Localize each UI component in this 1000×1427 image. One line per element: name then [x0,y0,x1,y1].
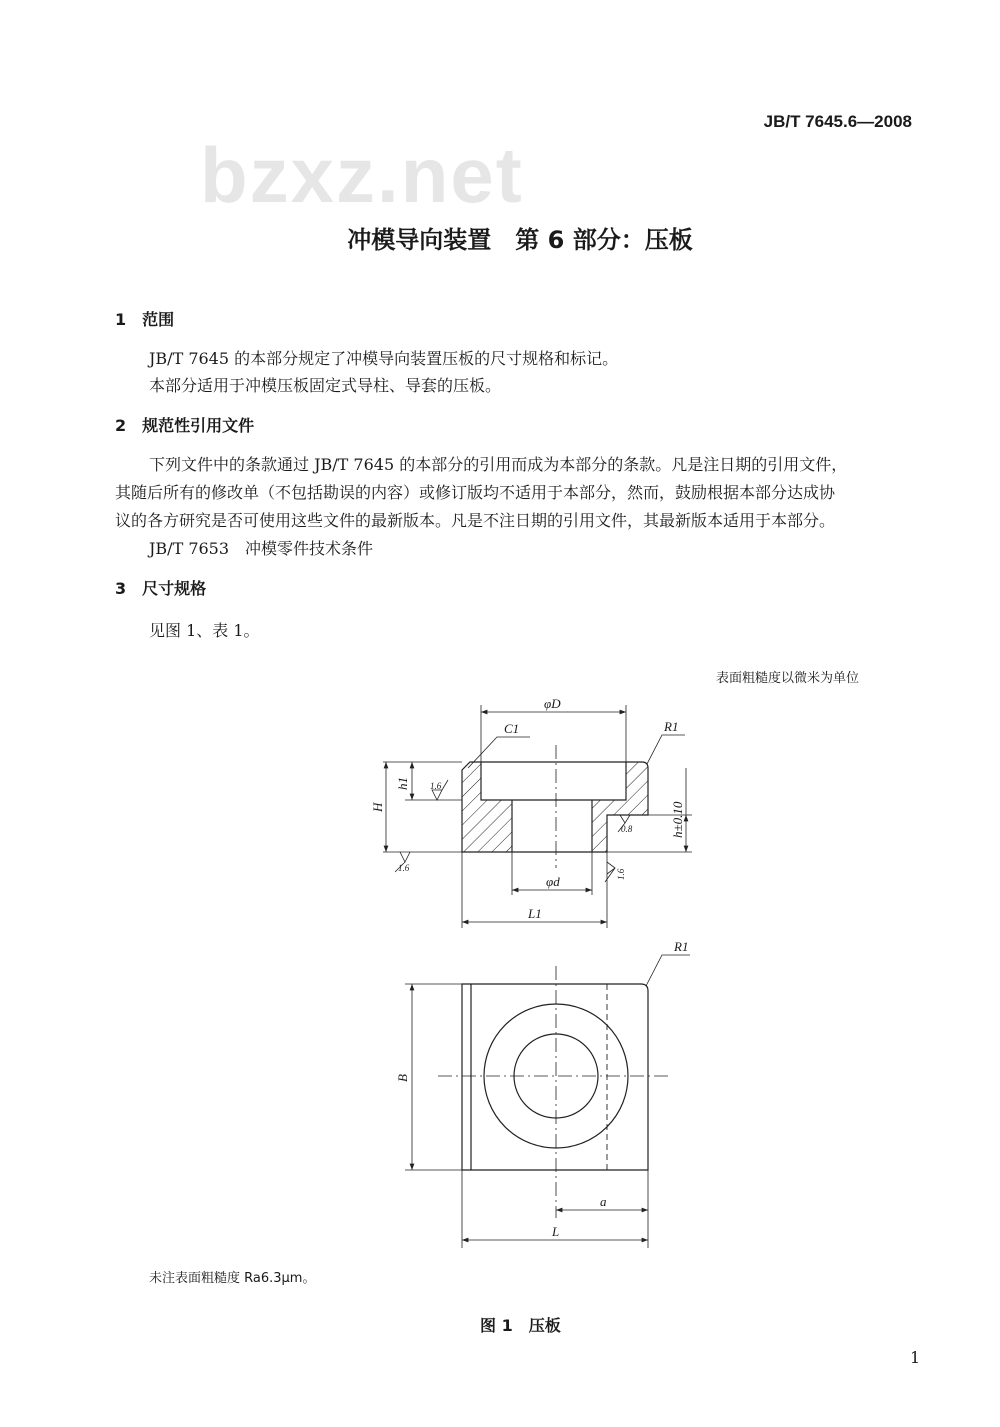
plan-outline [462,984,648,1170]
section-heading-references: 2 规范性引用文件 [115,416,255,435]
dim-phiD: φD [544,696,561,711]
figure-caption: 图 1 压板 [480,1316,561,1335]
unmarked-roughness-note: 未注表面粗糙度 Ra6.3μm。 [149,1271,316,1286]
paragraph: 见图 1、表 1。 [149,621,260,640]
dim-h: h±0.10 [670,801,685,838]
section-heading-dimensions: 3 尺寸规格 [115,579,207,598]
dim-L1: L1 [528,906,542,921]
paragraph: 本部分适用于冲模压板固定式导柱、导套的压板。 [149,376,502,395]
roughness-value: 0.8 [621,824,633,834]
dim-phid: φd [546,874,560,889]
label-C1: C1 [504,721,520,736]
reference-item: JB/T 7653 冲模零件技术条件 [149,539,374,558]
paragraph: 议的各方研究是否可使用这些文件的最新版本。凡是不注日期的引用文件，其最新版本适用于本部分。 [115,511,836,530]
page-title: 冲模导向装置 第 6 部分：压板 [347,226,693,254]
section-hatched-body [462,762,648,852]
roughness-value: 1.6 [430,781,442,791]
dim-L: L [552,1224,560,1239]
roughness-value: 1.6 [616,868,626,880]
paragraph: 其随后所有的修改单（不包括勘误的内容）或修订版均不适用于本部分，然而，鼓励根据本部分达成协 [115,483,836,502]
standard-number: JB/T 7645.6—2008 [763,112,912,131]
dim-B: B [395,1074,410,1082]
dim-a: a [600,1194,607,1209]
section-heading-scope: 1 范围 [115,310,175,329]
watermark: bzxz.net [200,131,524,219]
roughness-unit-note: 表面粗糙度以微米为单位 [716,671,860,686]
dim-h1: h1 [395,777,410,790]
dim-H: H [370,802,385,812]
label-R1-plan: R1 [674,939,689,954]
paragraph: JB/T 7645 的本部分规定了冲模导向装置压板的尺寸规格和标记。 [149,349,619,368]
label-R1: R1 [664,719,679,734]
roughness-value: 1.6 [398,863,410,873]
page-number: 1 [910,1348,921,1367]
paragraph: 下列文件中的条款通过 JB/T 7645 的本部分的引用而成为本部分的条款。凡是注日期的引用文件， [149,455,848,474]
